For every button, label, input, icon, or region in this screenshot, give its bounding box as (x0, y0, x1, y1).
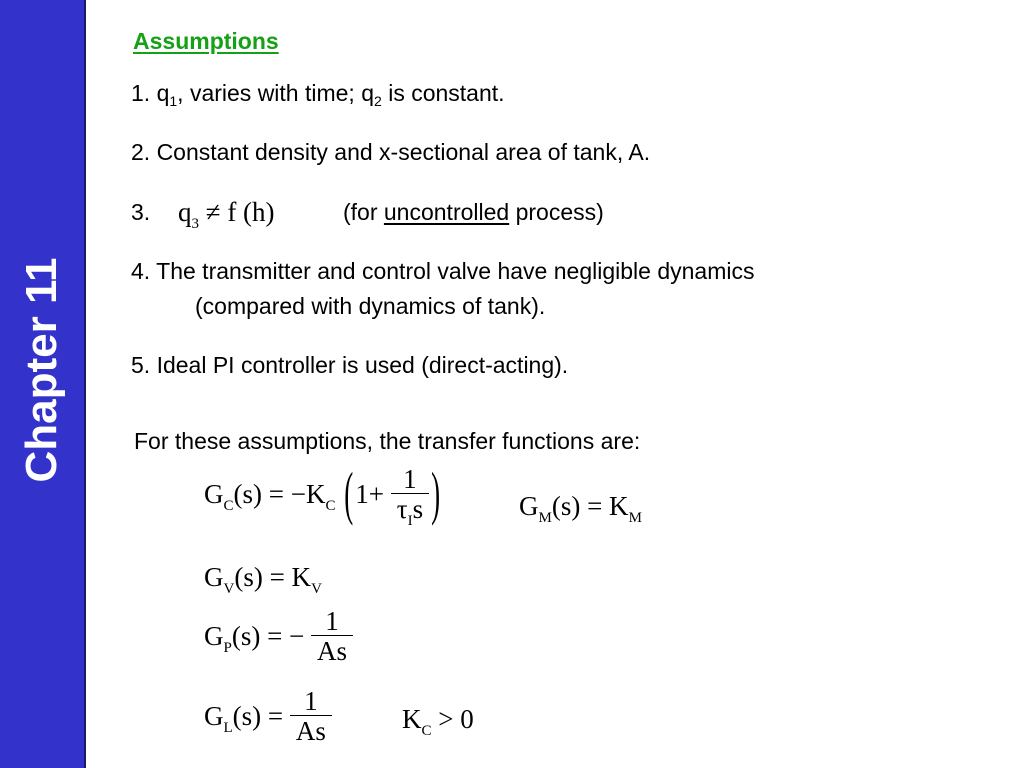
assumption-4-line1: 4. The transmitter and control valve have negligible dynamics (131, 258, 755, 284)
equation-gl: $G_L(s)$ = $\frac{1}{As}$ (204, 688, 332, 745)
assumption-5: 5. Ideal PI controller is used (direct-acting). (131, 352, 569, 378)
assumption-3-number: 3. (131, 199, 151, 225)
assumption-1: 1. $q_1$, varies with time; $q_2$ is constant. (131, 80, 505, 109)
equation-gv: $G_V(s) = K_V$ (204, 562, 322, 597)
intro-text: For these assumptions, the transfer functions are: (134, 428, 641, 454)
sidebar (0, 0, 86, 768)
assumption-3-note: (for uncontrolled process) (343, 199, 604, 225)
assumption-4-line2: (compared with dynamics of tank). (195, 293, 546, 319)
equation-kc-condition: $K_C > 0$ (402, 704, 474, 739)
equation-gc: $G_C(s) = -K_C$ (1+ $\frac{1}{\tau_Is}$ ) (204, 460, 441, 529)
equation-gp: $G_P(s)$ = − $\frac{1}{As}$ (204, 608, 353, 665)
section-heading: Assumptions (133, 28, 279, 54)
assumption-2: 2. Constant density and x-sectional area of tank, A. (131, 139, 651, 165)
equation-gm: $G_M(s) = K_M$ (519, 491, 642, 526)
assumption-3-equation: $q_3 \ne f$ (h) (178, 197, 275, 232)
chapter-label: Chapter 11 (17, 257, 66, 483)
